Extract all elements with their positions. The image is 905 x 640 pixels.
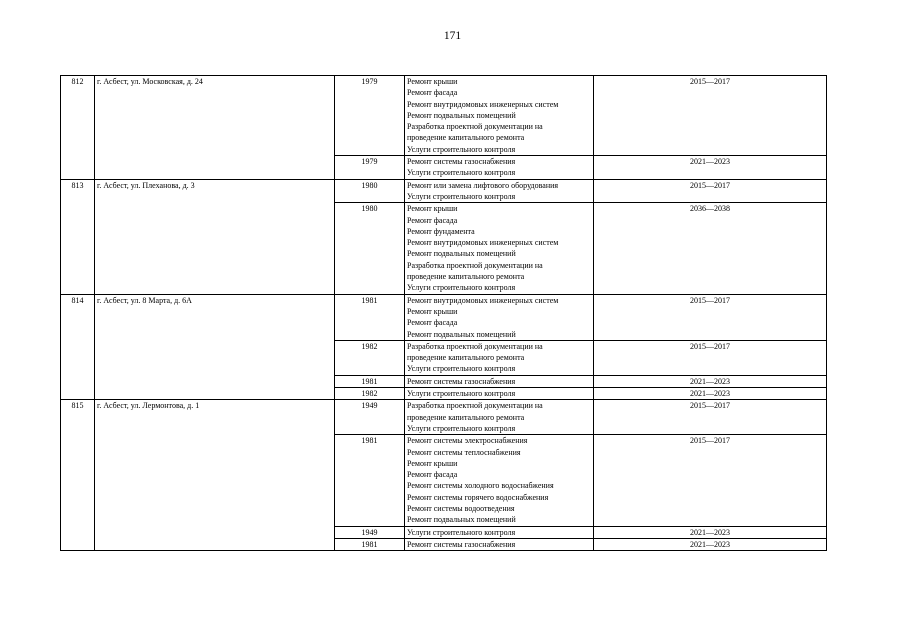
work-item: Услуги строительного контроля [407, 191, 516, 201]
work-item: Ремонт внутридомовых инженерных систем [407, 99, 559, 109]
period-cell: 2015—2017 [594, 76, 827, 156]
work-item: Ремонт крыши [407, 306, 458, 316]
row-number: 815 [61, 400, 95, 551]
works-cell [405, 538, 594, 550]
year-cell: 1980 [335, 179, 405, 203]
work-item: Ремонт внутридомовых инженерных систем [407, 238, 559, 248]
work-item: Ремонт или замена лифтового оборудования [407, 180, 559, 190]
table-row [61, 400, 827, 435]
table-row [61, 179, 827, 203]
work-item: Ремонт фундамента [407, 226, 475, 236]
work-item: Ремонт системы электроснабжения [407, 436, 528, 446]
period-cell: 2021—2023 [594, 526, 827, 538]
works-cell [405, 400, 594, 435]
year-cell: 1981 [335, 435, 405, 526]
work-item: Ремонт фасада [407, 88, 458, 98]
work-item: Услуги строительного контроля [407, 364, 516, 374]
work-item: Ремонт подвальных помещений [407, 249, 516, 259]
address-cell: г. Асбест, ул. Плеханова, д. 3 [95, 179, 335, 294]
works-cell [405, 388, 594, 400]
work-item: Услуги строительного контроля [407, 527, 516, 537]
address-cell: г. Асбест, ул. Лермонтова, д. 1 [95, 400, 335, 551]
work-item: проведение капитального ремонта [407, 353, 525, 363]
year-cell: 1981 [335, 538, 405, 550]
period-cell: 2015—2017 [594, 340, 827, 375]
year-cell: 1979 [335, 156, 405, 180]
work-item: проведение капитального ремонта [407, 133, 525, 143]
work-item: проведение капитального ремонта [407, 412, 525, 422]
period-cell: 2015—2017 [594, 294, 827, 340]
year-cell: 1980 [335, 203, 405, 294]
year-cell: 1979 [335, 76, 405, 156]
row-number: 812 [61, 76, 95, 180]
address-cell: г. Асбест, ул. Московская, д. 24 [95, 76, 335, 180]
period-cell: 2021—2023 [594, 156, 827, 180]
work-item: Разработка проектной документации на [407, 401, 543, 411]
table-body [61, 76, 827, 551]
work-item: Ремонт крыши [407, 458, 458, 468]
period-cell: 2015—2017 [594, 435, 827, 526]
works-cell [405, 76, 594, 156]
work-item: проведение капитального ремонта [407, 272, 525, 282]
works-cell [405, 203, 594, 294]
work-item: Ремонт фасада [407, 215, 458, 225]
works-cell [405, 179, 594, 203]
table-row [61, 76, 827, 156]
table-row [61, 294, 827, 340]
year-cell: 1982 [335, 340, 405, 375]
work-item: Услуги строительного контроля [407, 144, 516, 154]
works-cell [405, 340, 594, 375]
repair-program-table [60, 75, 827, 551]
year-cell: 1981 [335, 294, 405, 340]
period-cell: 2036—2038 [594, 203, 827, 294]
work-item: Ремонт фасада [407, 318, 458, 328]
work-item: Ремонт крыши [407, 204, 458, 214]
address-cell: г. Асбест, ул. 8 Марта, д. 6А [95, 294, 335, 400]
year-cell: 1981 [335, 375, 405, 387]
year-cell: 1982 [335, 388, 405, 400]
work-item: Ремонт системы газоснабжения [407, 539, 516, 549]
work-item: Услуги строительного контроля [407, 389, 516, 399]
work-item: Ремонт подвальных помещений [407, 329, 516, 339]
work-item: Разработка проектной документации на [407, 122, 543, 132]
work-item: Ремонт внутридомовых инженерных систем [407, 295, 559, 305]
row-number: 814 [61, 294, 95, 400]
work-item: Ремонт подвальных помещений [407, 515, 516, 525]
work-item: Ремонт подвальных помещений [407, 110, 516, 120]
period-cell: 2015—2017 [594, 400, 827, 435]
works-cell [405, 526, 594, 538]
work-item: Разработка проектной документации на [407, 260, 543, 270]
work-item: Ремонт крыши [407, 77, 458, 86]
works-cell [405, 435, 594, 526]
work-item: Ремонт фасада [407, 470, 458, 480]
year-cell: 1949 [335, 400, 405, 435]
works-cell [405, 375, 594, 387]
works-cell [405, 294, 594, 340]
work-item: Разработка проектной документации на [407, 341, 543, 351]
work-item: Услуги строительного контроля [407, 283, 516, 293]
period-cell: 2021—2023 [594, 538, 827, 550]
work-item: Ремонт системы холодного водоснабжения [407, 481, 554, 491]
work-item: Ремонт системы газоснабжения [407, 376, 516, 386]
period-cell: 2021—2023 [594, 375, 827, 387]
work-item: Ремонт системы водоотведения [407, 503, 515, 513]
year-cell: 1949 [335, 526, 405, 538]
period-cell: 2021—2023 [594, 388, 827, 400]
work-item: Ремонт системы горячего водоснабжения [407, 492, 549, 502]
work-item: Ремонт системы теплоснабжения [407, 447, 521, 457]
work-item: Услуги строительного контроля [407, 168, 516, 178]
work-item: Услуги строительного контроля [407, 423, 516, 433]
page-number: 171 [443, 30, 462, 42]
period-cell: 2015—2017 [594, 179, 827, 203]
work-item: Ремонт системы газоснабжения [407, 157, 516, 167]
row-number: 813 [61, 179, 95, 294]
works-cell [405, 156, 594, 180]
